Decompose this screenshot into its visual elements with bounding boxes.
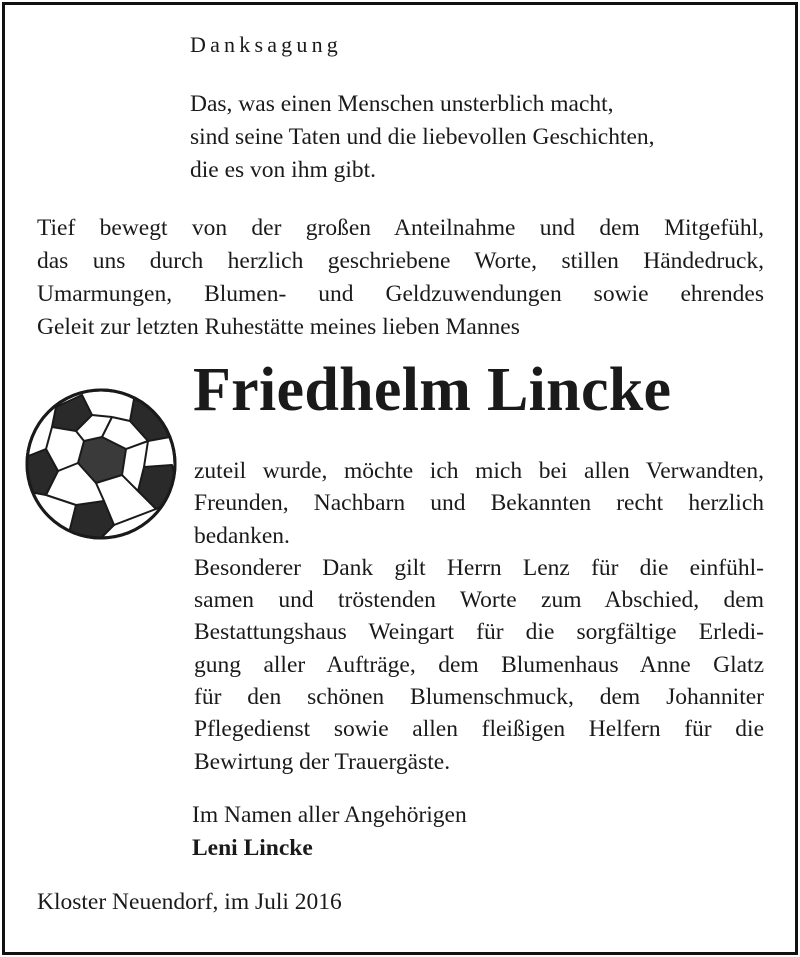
- intro-line: Geleit zur letzten Ruhestätte meines lieben Mannes: [37, 314, 520, 340]
- thanks-line: zuteil wurde, möchte ich mich bei allen Verwandten,: [194, 458, 764, 484]
- thanks-line: bedanken.: [194, 522, 290, 549]
- signer-name: Leni Lincke: [192, 835, 313, 861]
- thanks-line: gung aller Aufträge, dem Blumenhaus Anne Glatz: [194, 651, 764, 678]
- intro-line: Umarmungen, Blumen- und Geldzuwendungen sowie ehrendes: [37, 281, 764, 307]
- soccer-ball-icon: [24, 387, 178, 541]
- thanks-line: Pflegedienst sowie allen fleißigen Helfern für die: [194, 716, 764, 743]
- signature-block: [192, 799, 467, 865]
- intro-paragraph: [37, 212, 764, 344]
- thanks-line: Besonderer Dank gilt Herrn Lenz für die einfühl-: [194, 554, 764, 581]
- deceased-name: Friedhelm Lincke: [193, 356, 672, 424]
- intro-line: das uns durch herzlich geschriebene Worte, stillen Händedruck,: [37, 248, 764, 274]
- closing-line: Im Namen aller Angehörigen: [192, 802, 467, 828]
- thanks-line: Freunden, Nachbarn und Bekannten recht herzlich: [194, 490, 764, 517]
- motto-line: Das, was einen Menschen unsterblich macht,: [190, 91, 614, 117]
- thanks-line: Bewirtung der Trauergäste.: [194, 748, 451, 775]
- motto-quote: [190, 88, 655, 187]
- motto-line: die es von ihm gibt.: [190, 157, 377, 183]
- thanks-line: für den schönen Blumenschmuck, dem Johanniter: [194, 684, 764, 711]
- notice-heading: Danksagung: [190, 32, 342, 57]
- thanks-line: samen und tröstenden Worte zum Abschied, dem: [194, 587, 764, 614]
- thanks-line: Bestattungshaus Weingart für die sorgfältige Erledi-: [194, 619, 764, 646]
- intro-line: Tief bewegt von der großen Anteilnahme und dem Mitgefühl,: [37, 215, 764, 241]
- motto-line: sind seine Taten und die liebevollen Geschichten,: [190, 124, 655, 150]
- thanks-paragraph: [194, 455, 764, 778]
- place-date: Kloster Neuendorf, im Juli 2016: [37, 889, 342, 915]
